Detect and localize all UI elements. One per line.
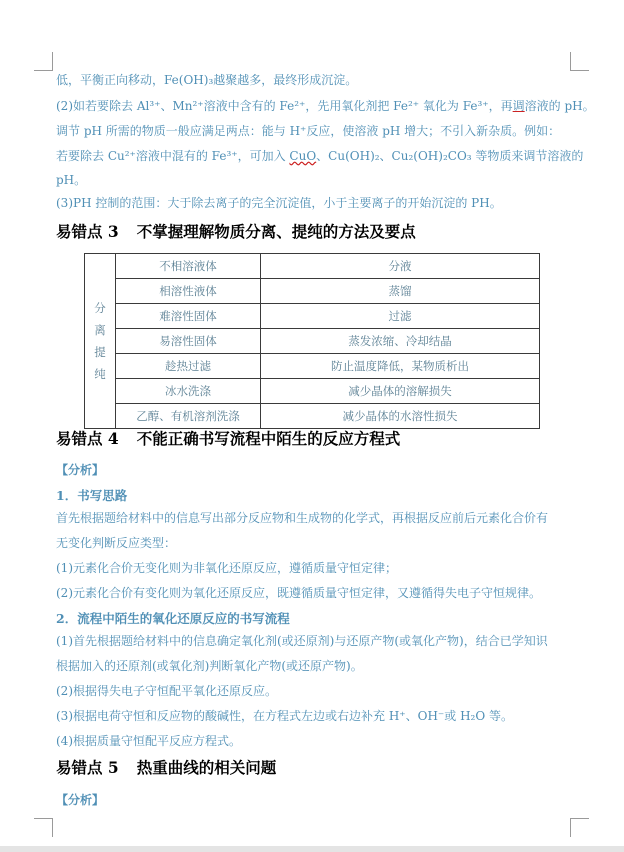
section-title: 2．流程中陌生的氧化还原反应的书写流程	[56, 611, 290, 626]
table-cell: 减少晶体的水溶性损失	[261, 404, 540, 429]
heading-3	[56, 222, 416, 242]
side-label-char: 提	[94, 345, 106, 359]
heading-number: 易错点 5	[56, 758, 119, 777]
heading-title: 不能正确书写流程中陌生的反应方程式	[136, 429, 401, 448]
separation-table	[84, 253, 540, 429]
paragraph-line: (3)根据电荷守恒和反应物的酸碱性，在方程式左边或右边补充 H⁺、OH⁻或 H₂O 等。	[56, 709, 513, 723]
crop-mark-top-left	[34, 52, 53, 71]
side-label-char: 分	[94, 301, 106, 315]
heading-title: 不掌握理解物质分离、提纯的方法及要点	[136, 222, 416, 241]
table-cell: 不相溶液体	[116, 254, 261, 279]
crop-mark-bottom-right	[570, 818, 589, 837]
paragraph-line: (2)根据得失电子守恒配平氧化还原反应。	[56, 684, 277, 698]
page-bottom-shadow	[0, 846, 624, 852]
table-row	[85, 279, 540, 304]
paragraph-line: 首先根据题给材料中的信息写出部分反应物和生成物的化学式，再根据反应前后元素化合价有	[56, 511, 549, 525]
paragraph-line: (3)PH 控制的范围：大于除去离子的完全沉淀值，小于主要离子的开始沉淀的 PH。	[56, 196, 502, 210]
table-cell: 蒸发浓缩、冷却结晶	[261, 329, 540, 354]
side-label-char: 离	[94, 323, 106, 337]
heading-title: 热重曲线的相关问题	[136, 758, 277, 777]
paragraph-line	[56, 148, 583, 164]
paragraph-line: (1)首先根据题给材料中的信息确定氧化剂(或还原剂)与还原产物(或氧化产物)，结合已学知识	[56, 634, 548, 648]
table-row	[85, 254, 540, 279]
text-run: 、Cu(OH)₂、Cu₂(OH)₂CO₃ 等物质来调节溶液的	[316, 149, 584, 163]
table-cell: 相溶性液体	[116, 279, 261, 304]
text-run: 溶液的 pH。	[524, 99, 595, 113]
section-title: 1．书写思路	[56, 488, 128, 503]
paragraph-line: (2)元素化合价有变化则为氧化还原反应，既遵循质量守恒定律，又遵循得失电子守恒规律。	[56, 586, 542, 600]
crop-mark-bottom-left	[34, 818, 53, 837]
paragraph-line: 调节 pH 所需的物质一般应满足两点：能与 H⁺反应，使溶液 pH 增大；不引入新杂质。例如：	[56, 124, 561, 138]
table-cell: 乙醇、有机溶剂洗涤	[116, 404, 261, 429]
text-run: (2)如若要除去 Al³⁺、Mn²⁺溶液中含有的 Fe²⁺，先用氧化剂把 Fe²⁺ 氧化为 Fe³⁺，再	[56, 99, 513, 113]
heading-number: 易错点 3	[56, 222, 119, 241]
table-row	[85, 404, 540, 429]
table-cell: 分液	[261, 254, 540, 279]
table-cell: 易溶性固体	[116, 329, 261, 354]
heading-number: 易错点 4	[56, 429, 119, 448]
crop-mark-top-right	[570, 52, 589, 71]
table-row	[85, 354, 540, 379]
paragraph-line: 根据加入的还原剂(或氧化剂)判断氧化产物(或还原产物)。	[56, 659, 363, 673]
table-row	[85, 329, 540, 354]
paragraph-line: 无变化判断反应类型：	[56, 536, 177, 550]
heading-4	[56, 429, 400, 449]
heading-5	[56, 758, 276, 778]
text-run: 若要除去 Cu²⁺溶液中混有的 Fe³⁺，可加入	[56, 149, 290, 163]
table-row	[85, 304, 540, 329]
side-label-cell	[85, 254, 116, 429]
paragraph-line: (4)根据质量守恒配平反应方程式。	[56, 734, 241, 748]
paragraph-line: pH。	[56, 173, 87, 187]
side-label-char: 纯	[94, 367, 106, 381]
paragraph-line: (1)元素化合价无变化则为非氧化还原反应，遵循质量守恒定律；	[56, 561, 398, 575]
paragraph-line: 低，平衡正向移动，Fe(OH)₃越聚越多，最终形成沉淀。	[56, 73, 358, 87]
table-cell: 趁热过滤	[116, 354, 261, 379]
text-run-underlined: 调	[512, 99, 525, 113]
table-row	[85, 379, 540, 404]
paragraph-line	[56, 98, 595, 114]
table-cell: 难溶性固体	[116, 304, 261, 329]
text-run-spellcheck: CuO	[289, 149, 317, 163]
table-cell: 蒸馏	[261, 279, 540, 304]
table-cell: 冰水洗涤	[116, 379, 261, 404]
analysis-label: 【分析】	[56, 463, 105, 477]
table-cell: 过滤	[261, 304, 540, 329]
analysis-label: 【分析】	[56, 793, 105, 807]
table-cell: 防止温度降低，某物质析出	[261, 354, 540, 379]
table-cell: 减少晶体的溶解损失	[261, 379, 540, 404]
